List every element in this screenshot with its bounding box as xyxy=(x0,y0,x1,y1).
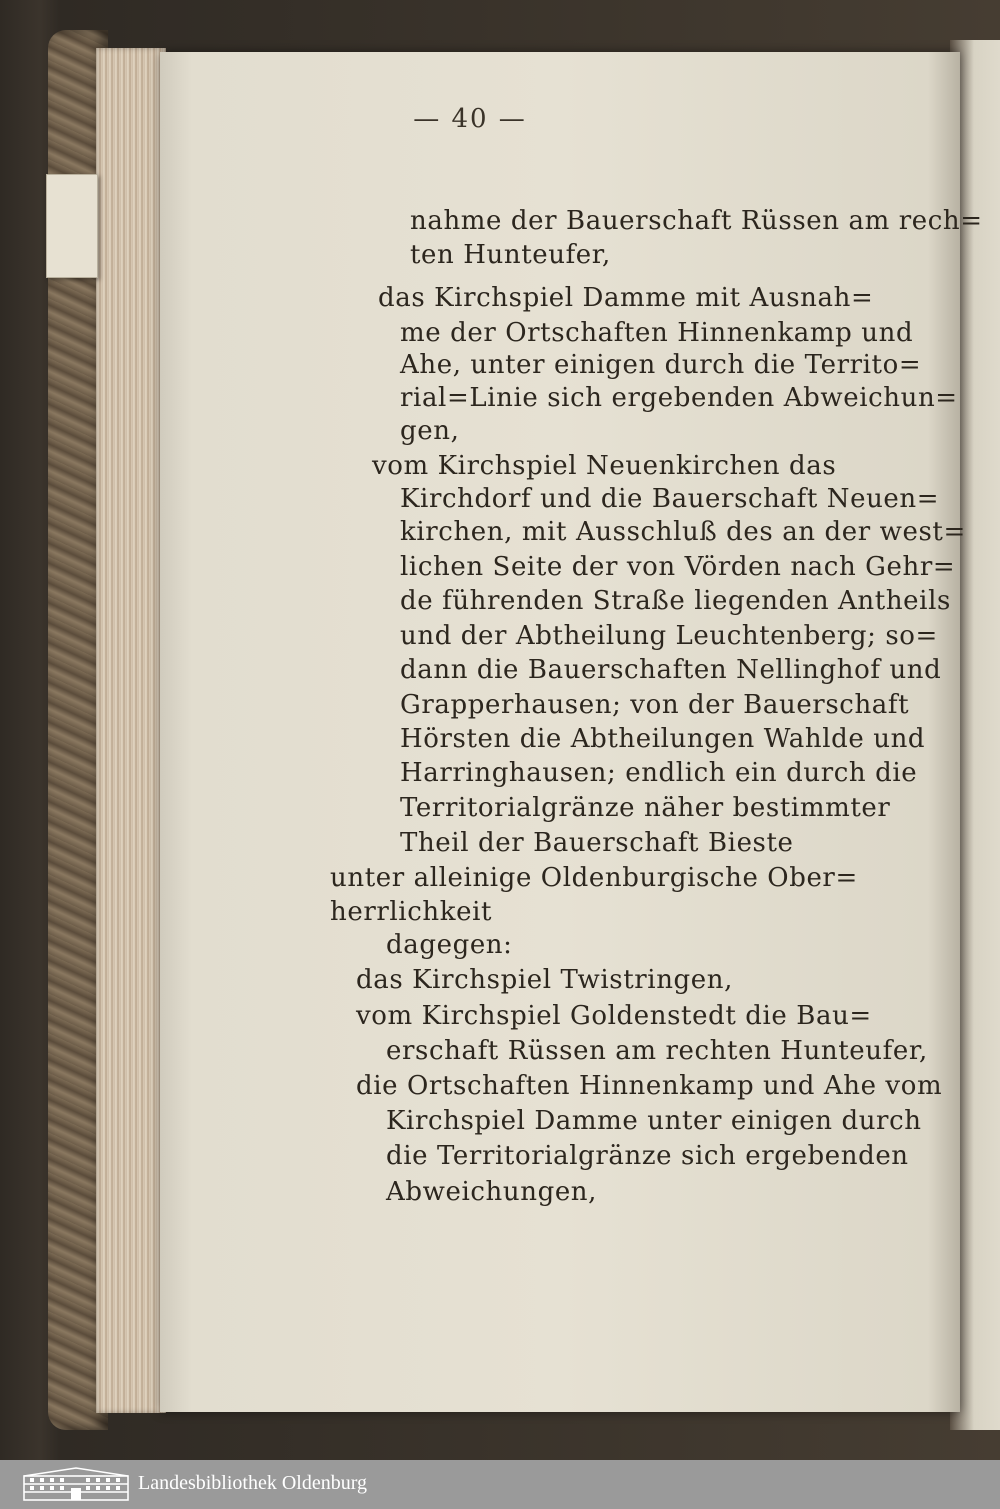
text-line: Territorialgränze näher bestimmter xyxy=(400,793,891,823)
library-footer-bar xyxy=(0,1460,1000,1509)
text-line: lichen Seite der von Vörden nach Gehr= xyxy=(400,552,956,582)
text-line: die Ortschaften Hinnenkamp und Ahe vom xyxy=(356,1071,943,1101)
text-line: gen, xyxy=(400,416,460,446)
text-line: und der Abtheilung Leuchtenberg; so= xyxy=(400,621,938,651)
text-line: Abweichungen, xyxy=(386,1177,598,1207)
page-stack-edge xyxy=(96,48,166,1413)
text-line: das Kirchspiel Damme mit Ausnah= xyxy=(378,283,874,313)
text-line: herrlichkeit xyxy=(330,897,493,927)
text-line: dagegen: xyxy=(386,930,513,960)
text-line: dann die Bauerschaften Nellinghof und xyxy=(400,655,942,685)
text-line: Ahe, unter einigen durch die Territo= xyxy=(400,350,922,380)
library-building-icon xyxy=(22,1466,130,1502)
text-line: Grapperhausen; von der Bauerschaft xyxy=(400,690,910,720)
text-line: unter alleinige Oldenburgische Ober= xyxy=(330,863,858,893)
text-line: erschaft Rüssen am rechten Hunteufer, xyxy=(386,1036,928,1066)
text-line: die Territorialgränze sich ergebenden xyxy=(386,1141,909,1171)
text-line: Kirchdorf und die Bauerschaft Neuen= xyxy=(400,484,940,514)
text-line: Kirchspiel Damme unter einigen durch xyxy=(386,1106,922,1136)
text-line: rial=Linie sich ergebenden Abweichun= xyxy=(400,383,958,413)
library-name: Landesbibliothek Oldenburg xyxy=(138,1472,368,1494)
text-line: das Kirchspiel Twistringen, xyxy=(356,965,734,995)
text-line: de führenden Straße liegenden Antheils xyxy=(400,586,951,616)
text-line: nahme der Bauerschaft Rüssen am rech= xyxy=(410,206,983,236)
text-line: Theil der Bauerschaft Bieste xyxy=(400,828,794,858)
text-line: ten Hunteufer, xyxy=(410,240,611,270)
page-number: — 40 — xyxy=(413,104,527,134)
text-line: kirchen, mit Ausschluß des an der west= xyxy=(400,517,966,547)
text-line: Hörsten die Abtheilungen Wahlde und xyxy=(400,724,926,754)
paper-bookmark xyxy=(46,174,98,278)
text-line: Harringhausen; endlich ein durch die xyxy=(400,758,918,788)
text-line: vom Kirchspiel Goldenstedt die Bau= xyxy=(356,1001,872,1031)
text-line: vom Kirchspiel Neuenkirchen das xyxy=(372,451,837,481)
text-line: me der Ortschaften Hinnenkamp und xyxy=(400,318,914,348)
